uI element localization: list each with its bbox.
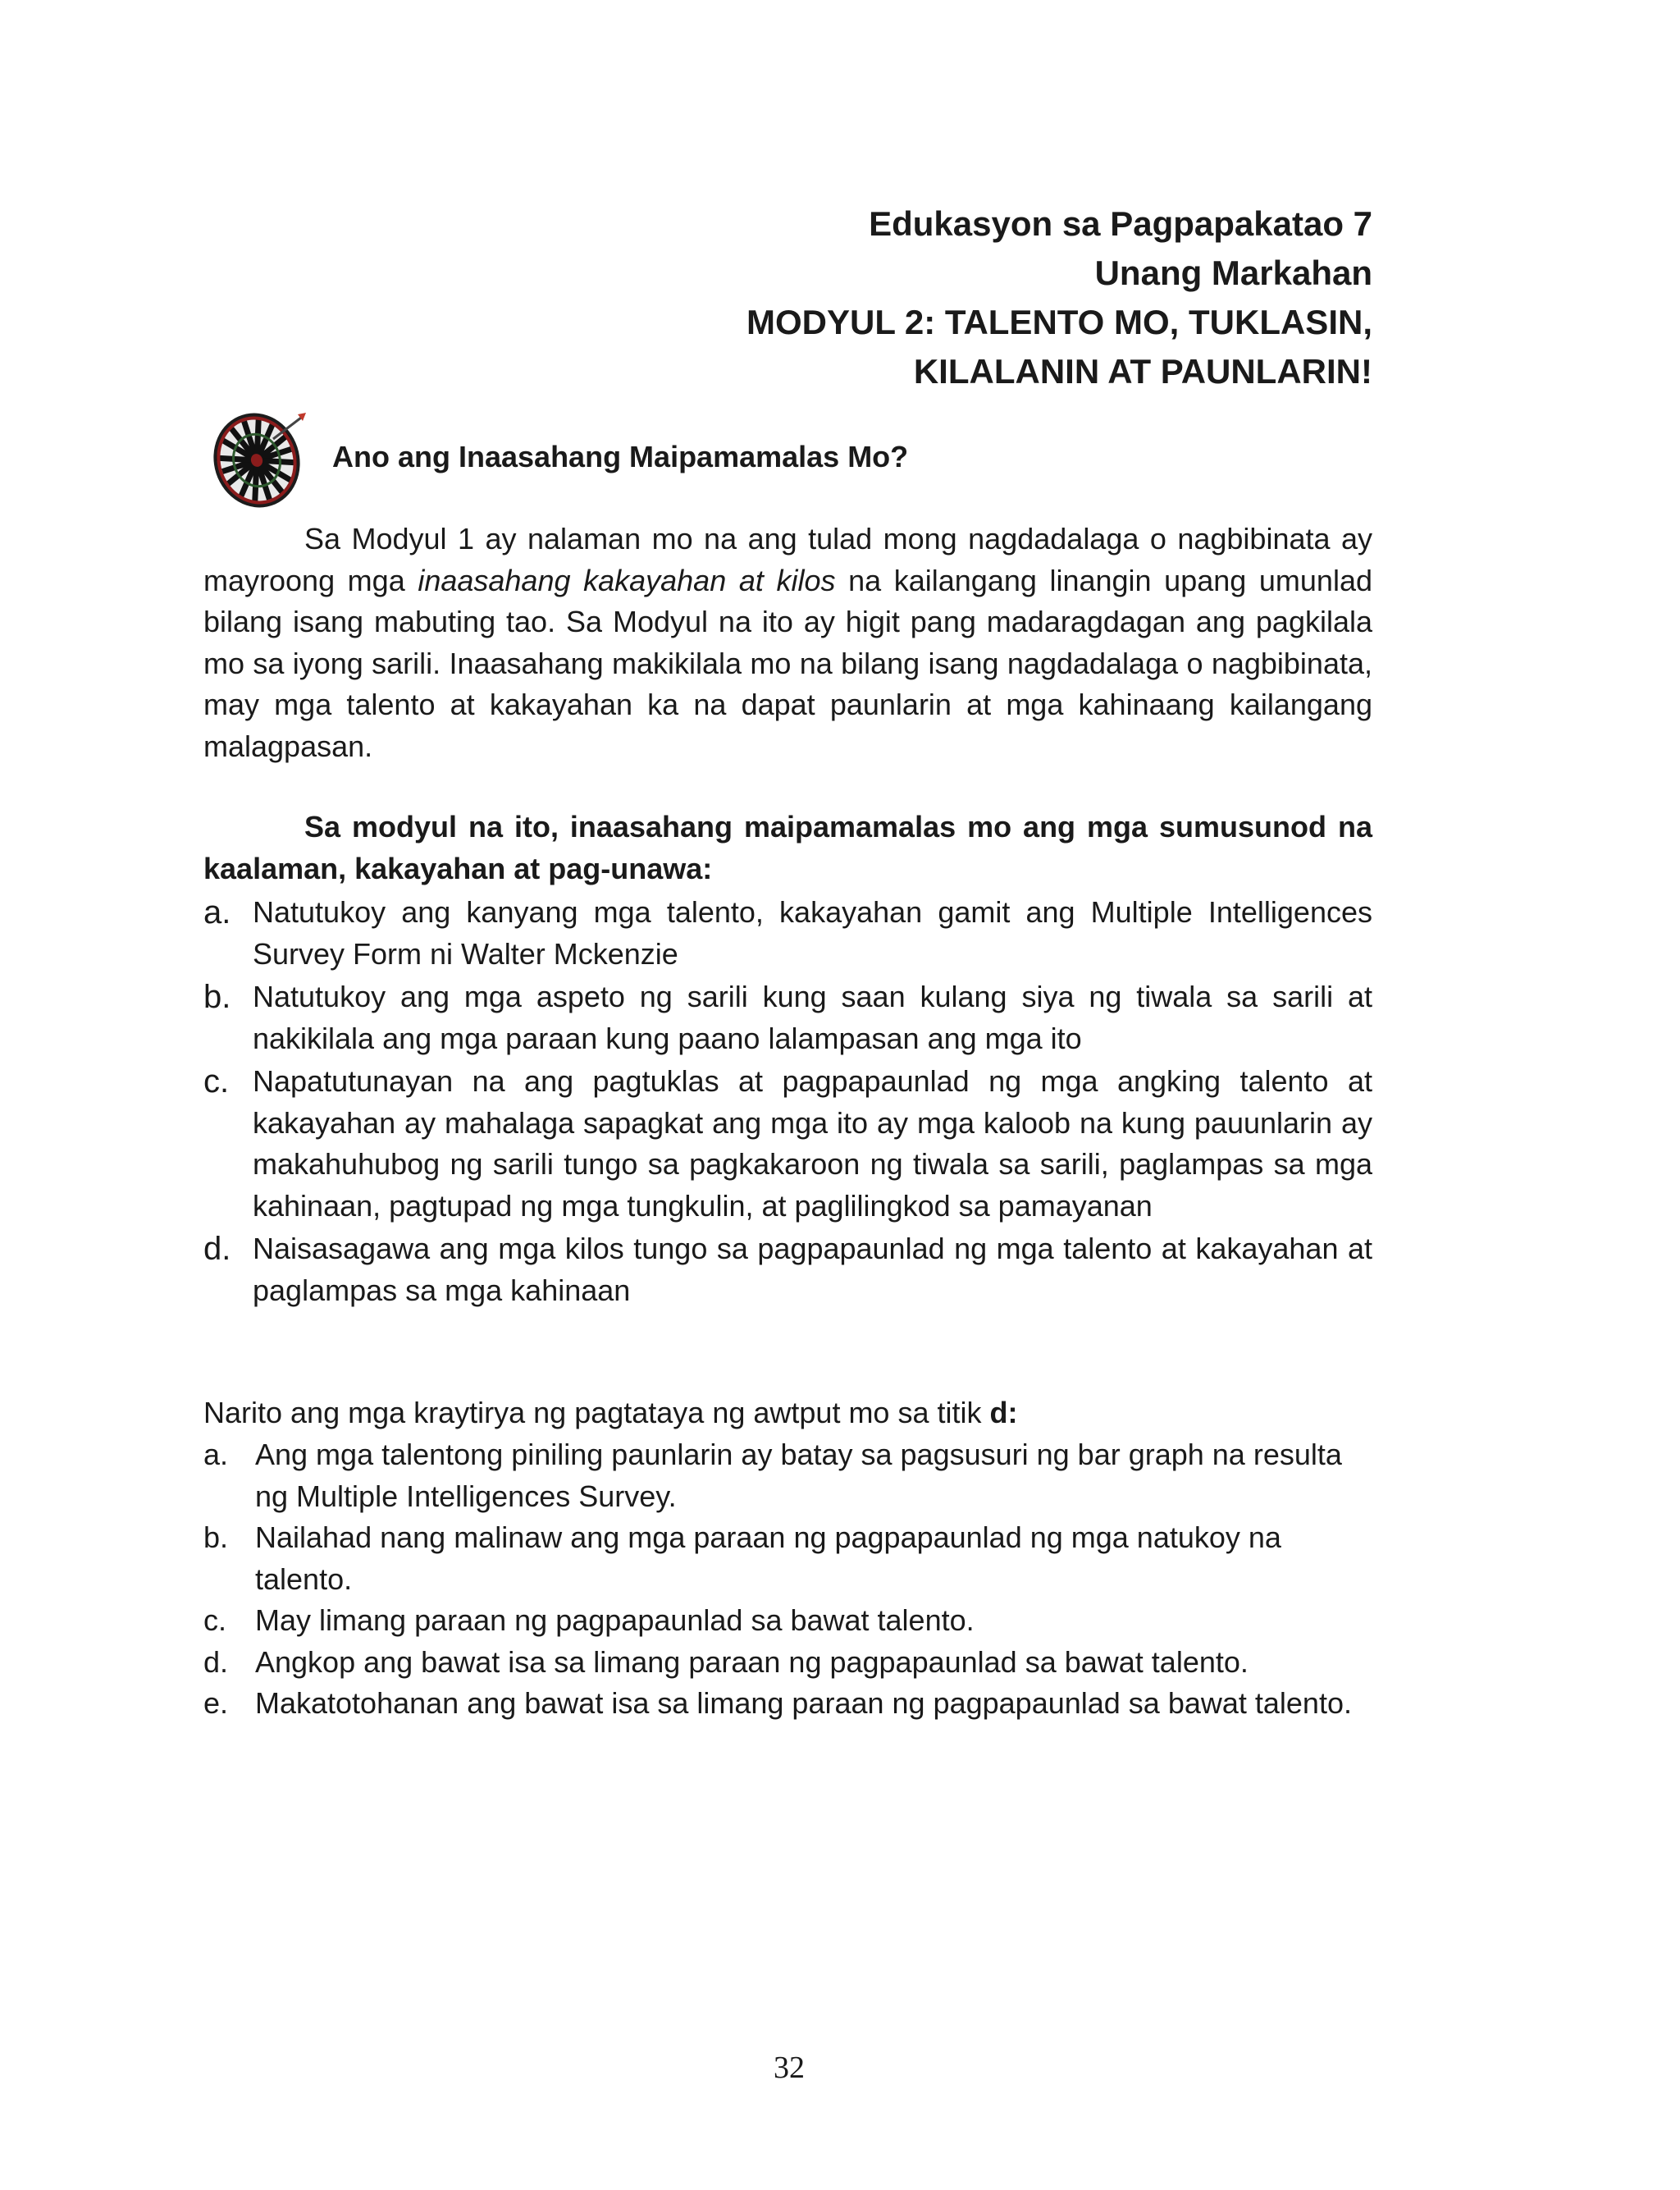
module-subtitle: KILALANIN AT PAUNLARIN! <box>913 352 1372 391</box>
list-item <box>203 1517 1352 1600</box>
quarter-title: Unang Markahan <box>1094 254 1372 292</box>
page-number: 32 <box>774 2051 805 2085</box>
list-item-text: Nailahad nang malinaw ang mga paraan ng pagpapaunlad ng mga natukoy na talento. <box>255 1520 1281 1596</box>
subject-title: Edukasyon sa Pagpapakatao 7 <box>869 204 1372 243</box>
list-item-text: May limang paraan ng pagpapaunlad sa bawat talento. <box>255 1603 975 1637</box>
list-item-text: Natutukoy ang kanyang mga talento, kakayahan gamit ang Multiple Intelligences Survey Form ni Walter Mckenzie <box>253 895 1372 971</box>
list-item-text: Naisasagawa ang mga kilos tungo sa pagpapaunlad ng mga talento at kakayahan at paglampas sa mga kahinaan <box>253 1232 1372 1307</box>
list-item <box>203 892 1372 975</box>
list-item-text: Makatotohanan ang bawat isa sa limang paraan ng pagpapaunlad sa bawat talento. <box>255 1686 1352 1720</box>
list-item <box>203 1061 1372 1227</box>
list-item-text: Ang mga talentong piniling paunlarin ay batay sa pagsusuri ng bar graph na resulta ng Multiple Intelligences Survey. <box>255 1438 1342 1513</box>
intro-text-1: Sa Modyul 1 ay nalaman mo na ang tulad mong nagdadalaga o nagbibinata ay mayroong mga <box>203 522 1372 597</box>
criteria-intro <box>203 1392 1017 1434</box>
list-item-text: Angkop ang bawat isa sa limang paraan ng pagpapaunlad sa bawat talento. <box>255 1644 1249 1679</box>
list-item <box>203 976 1372 1059</box>
objectives-list <box>203 892 1372 1313</box>
list-marker: d. <box>203 1644 229 1679</box>
intro-emphasis: inaasahang kakayahan at kilos <box>418 563 836 597</box>
list-marker: c. <box>203 1603 227 1637</box>
list-item <box>203 1228 1372 1311</box>
list-item <box>203 1600 1352 1642</box>
criteria-intro-bold: d: <box>989 1396 1018 1429</box>
objectives-lead: Sa modyul na ito, inaasahang maipamamalas mo ang mga sumusunod na kaalaman, kakayahan at pag-unawa: <box>203 810 1372 885</box>
list-marker: b. <box>203 1520 229 1554</box>
list-marker: a. <box>203 894 231 930</box>
list-item <box>203 1642 1352 1684</box>
list-item <box>203 1683 1352 1725</box>
list-marker: d. <box>203 1231 231 1267</box>
list-item-text: Napatutunayan na ang pagtuklas at pagpapaunlad ng mga angking talento at kakayahan ay mahalaga sapagkat ang mga ito ay mga kaloob na kung pauunlarin ay makahuhubog ng sarili tungo sa pagkakaroon ng tiwala sa sarili, paglampas sa mga kahinaan, pagtupad ng mga tungkulin, at paglilingkod sa pamayanan <box>253 1064 1372 1223</box>
dartboard-icon <box>209 406 308 509</box>
intro-paragraph <box>203 519 1372 767</box>
module-header <box>746 199 1372 396</box>
list-marker: b. <box>203 979 231 1015</box>
list-marker: a. <box>203 1438 229 1471</box>
module-title: MODYUL 2: TALENTO MO, TUKLASIN, <box>746 303 1372 341</box>
criteria-intro-text: Narito ang mga kraytirya ng pagtataya ng awtput mo sa titik <box>203 1396 990 1429</box>
intro-text-2: na kailangang linangin upang umunlad bilang isang mabuting tao. Sa Modyul na ito ay higit pang madaragdagan ang pagkilala mo sa iyong sarili. Inaasahang makikilala mo na bilang isang nagdadalaga o nagbibinata, may mga talento at kakayahan ka na dapat paunlarin at mga kahinaang kailangang malagpasan. <box>203 563 1372 763</box>
list-item <box>203 1434 1352 1517</box>
list-marker: c. <box>203 1063 230 1100</box>
objectives-heading: Ano ang Inaasahang Maipamamalas Mo? <box>332 440 909 473</box>
list-marker: e. <box>203 1686 229 1720</box>
list-item-text: Natutukoy ang mga aspeto ng sarili kung saan kulang siya ng tiwala sa sarili at nakikilala ang mga paraan kung paano lalampasan ang mga ito <box>253 980 1372 1055</box>
criteria-list <box>203 1434 1352 1725</box>
